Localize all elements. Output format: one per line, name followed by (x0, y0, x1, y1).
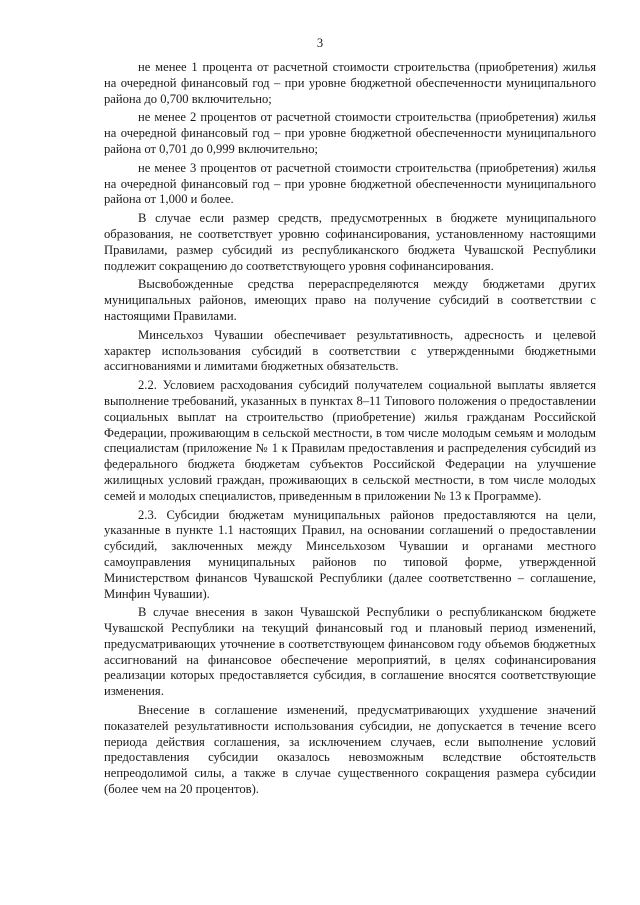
paragraph-redistribution: Высвобожденные средства перераспределяются между бюджетами других муниципальных районов, имеющих право на получение субсидий в соответствии с настоящими Правилами. (104, 277, 596, 323)
paragraph-cofinancing-reduction: В случае если размер средств, предусмотренных в бюджете муниципального образования, не соответствует уровню софинансирования, установленному настоящими Правилами, размер субсидий из республиканского бюджета Чувашской Республики подлежит сокращению до соответствующего уровня софинансирования. (104, 211, 596, 273)
document-body (104, 60, 596, 801)
paragraph-level-1-percent: не менее 1 процента от расчетной стоимости строительства (приобретения) жилья на очередной финансовый год – при уровне бюджетной обеспеченности муниципального района до 0,700 включительно; (104, 60, 596, 106)
paragraph-section-2-2: 2.2. Условием расходования субсидий получателем социальной выплаты является выполнение требований, указанных в пунктах 8–11 Типового положения о предоставлении социальных выплат на строительство (приобретение) жилья гражданам Российской Федерации, проживающим в сельской местности, в том числе молодым семьям и молодым специалистам (приложение № 1 к Правилам предоставления и распределения субсидий из федерального бюджета бюджетам субъектов Российской Федерации на улучшение жилищных условий граждан, проживающих в сельской местности, в том числе молодых семей и молодых специалистов, приведенным в приложении № 13 к Программе). (104, 378, 596, 503)
paragraph-level-3-percent: не менее 3 процентов от расчетной стоимости строительства (приобретения) жилья на очередной финансовый год – при уровне бюджетной обеспеченности муниципального района от 1,000 и более. (104, 160, 596, 207)
paragraph-level-2-percent: не менее 2 процентов от расчетной стоимости строительства (приобретения) жилья на очередной финансовый год – при уровне бюджетной обеспеченности муниципального района от 0,701 до 0,999 включительно; (104, 110, 596, 156)
paragraph-budget-law-changes: В случае внесения в закон Чувашской Республики о республиканском бюджете Чувашской Республики на текущий финансовый год и плановый период изменений, предусматривающих уточнение в соответствующем финансовом году объемов бюджетных ассигнований на финансовое обеспечение мероприятий, в целях софинансирования реализации которых предоставляется субсидия, в соглашение вносятся соответствующие изменения. (104, 605, 596, 699)
paragraph-section-2-3: 2.3. Субсидии бюджетам муниципальных районов предоставляются на цели, указанные в пункте 1.1 настоящих Правил, на основании соглашений о предоставлении субсидий, заключенных между Минсельхозом Чувашии и органами местного самоуправления муниципальных районов по типовой форме, утвержденной Министерством финансов Чувашской Республики (далее соответственно – соглашение, Минфин Чувашии). (104, 507, 596, 601)
paragraph-ministry-responsibility: Минсельхоз Чувашии обеспечивает результативность, адресность и целевой характер использования субсидий в соответствии с утвержденными бюджетными ассигнованиями и лимитами бюджетных обязательств. (104, 327, 596, 374)
page-number: 3 (316, 36, 324, 50)
paragraph-agreement-amendments: Внесение в соглашение изменений, предусматривающих ухудшение значений показателей результативности использования субсидии, не допускается в течение всего периода действия соглашения, за исключением случаев, если выполнение условий предоставления субсидии оказалось невозможным вследствие обстоятельств непреодолимой силы, а также в случае существенного сокращения размера субсидии (более чем на 20 процентов). (104, 703, 596, 797)
